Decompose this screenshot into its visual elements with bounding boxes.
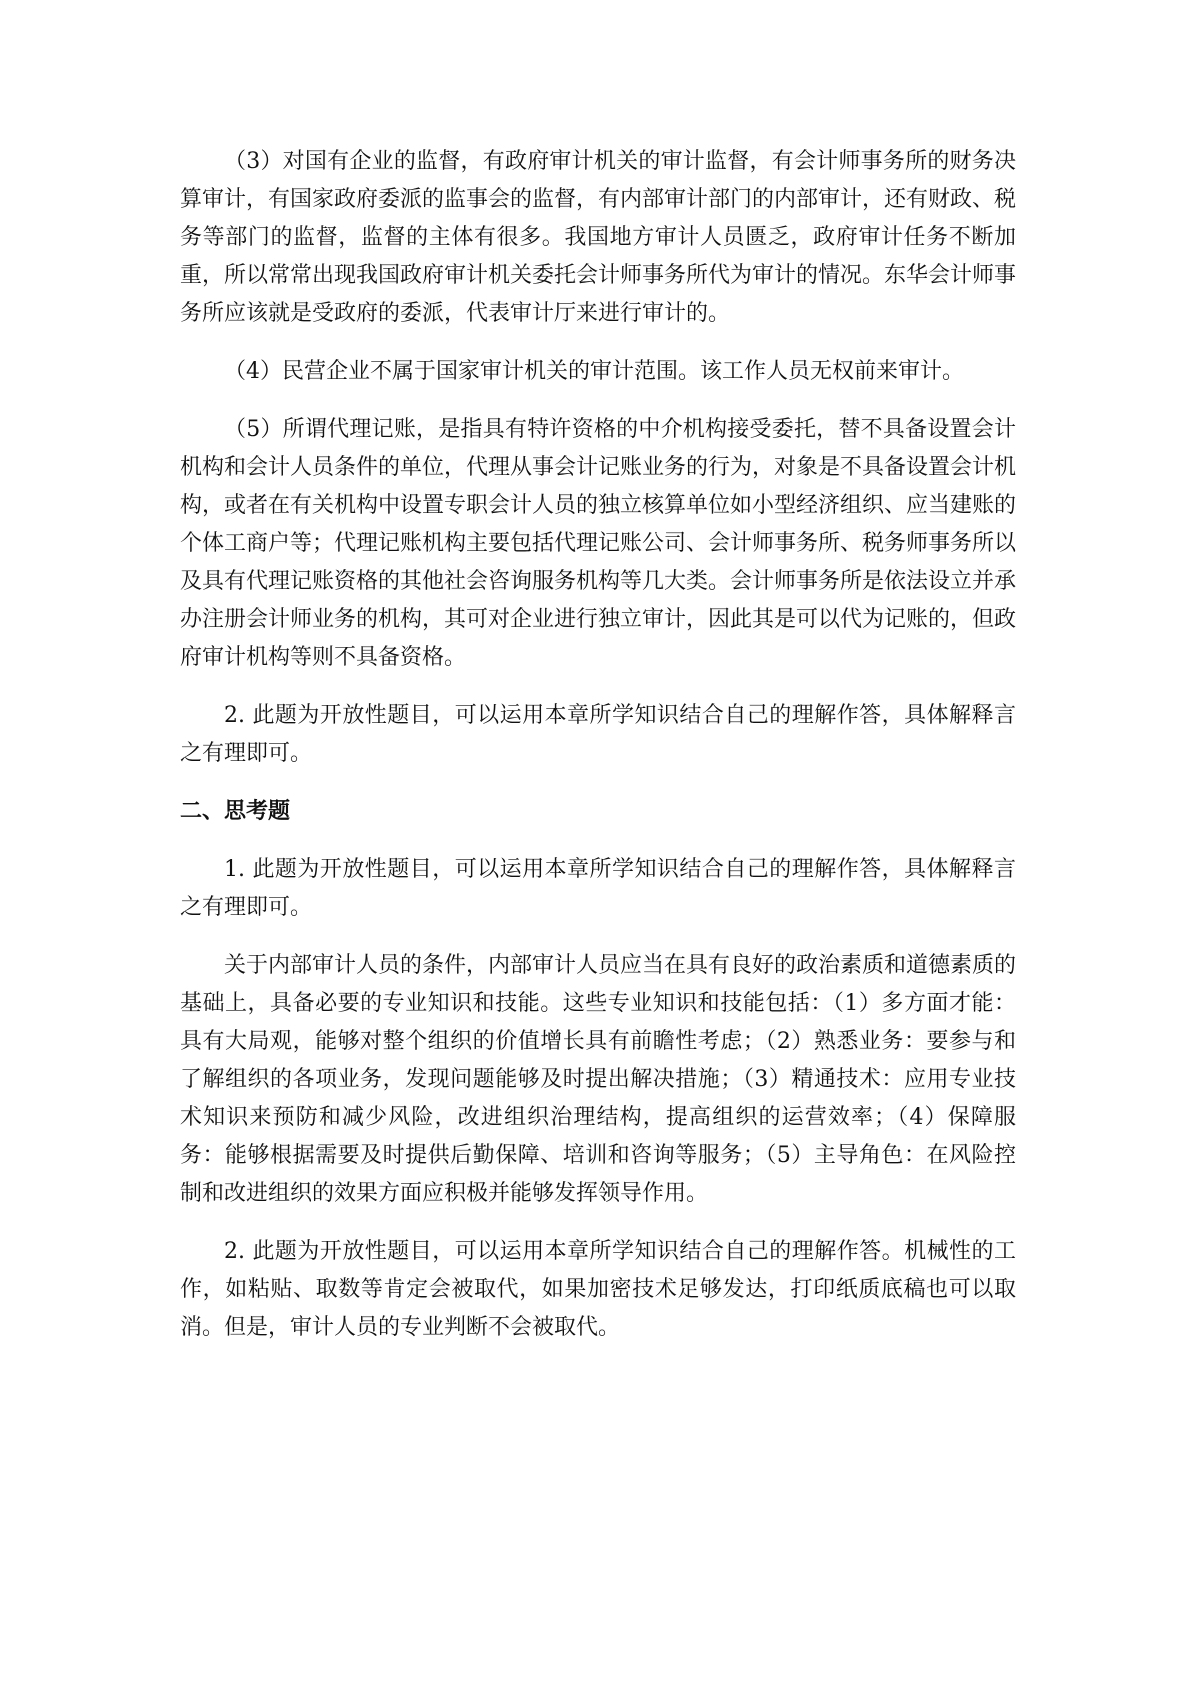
paragraph-thinking-question-2: 2. 此题为开放性题目，可以运用本章所学知识结合自己的理解作答。机械性的工作，如粘贴、取数等肯定会被取代，如果加密技术足够发达，打印纸质底稿也可以取消。但是，审计人员的专业判断不会被取代。 <box>180 1239 1016 1340</box>
paragraph-audit-supervision: （3）对国有企业的监督，有政府审计机关的审计监督，有会计师事务所的财务决算审计，有国家政府委派的监事会的监督，有内部审计部门的内部审计，还有财政、税务等部门的监督，监督的主体有很多。我国地方审计人员匮乏，政府审计任务不断加重，所以常常出现我国政府审计机关委托会计师事务所代为审计的情况。东华会计师事务所应该就是受政府的委派，代表审计厅来进行审计的。 <box>180 149 1017 326</box>
paragraph-thinking-question-1: 1. 此题为开放性题目，可以运用本章所学知识结合自己的理解作答，具体解释言之有理即可。 <box>180 857 1016 920</box>
paragraph-bookkeeping-agency: （5）所谓代理记账，是指具有特许资格的中介机构接受委托，替不具备设置会计机构和会计人员条件的单位，代理从事会计记账业务的行为，对象是不具备设置会计机构，或者在有关机构中设置专职会计人员的独立核算单位如小型经济组织、应当建账的个体工商户等；代理记账机构主要包括代理记账公司、会计师事务所、税务师事务所以及具有代理记账资格的其他社会咨询服务机构等几大类。会计师事务所是依法设立并承办注册会计师业务的机构，其可对企业进行独立审计，因此其是可以代为记账的，但政府审计机构等则不具备资格。 <box>180 417 1017 670</box>
paragraph-open-question-2: 2. 此题为开放性题目，可以运用本章所学知识结合自己的理解作答，具体解释言之有理即可。 <box>180 703 1016 766</box>
section-heading-thinking-questions: 二、思考题 <box>180 799 291 824</box>
paragraph-internal-auditor-requirements: 关于内部审计人员的条件，内部审计人员应当在具有良好的政治素质和道德素质的基础上，具备必要的专业知识和技能。这些专业知识和技能包括：（1）多方面才能：具有大局观，能够对整个组织的价值增长具有前瞻性考虑；（2）熟悉业务：要参与和了解组织的各项业务，发现问题能够及时提出解决措施；（3）精通技术：应用专业技术知识来预防和减少风险，改进组织治理结构，提高组织的运营效率；（4）保障服务：能够根据需要及时提供后勤保障、培训和咨询等服务；（5）主导角色：在风险控制和改进组织的效果方面应积极并能够发挥领导作用。 <box>180 953 1017 1206</box>
document-body <box>180 143 1016 1367</box>
paragraph-private-enterprise: （4）民营企业不属于国家审计机关的审计范围。该工作人员无权前来审计。 <box>224 359 964 384</box>
